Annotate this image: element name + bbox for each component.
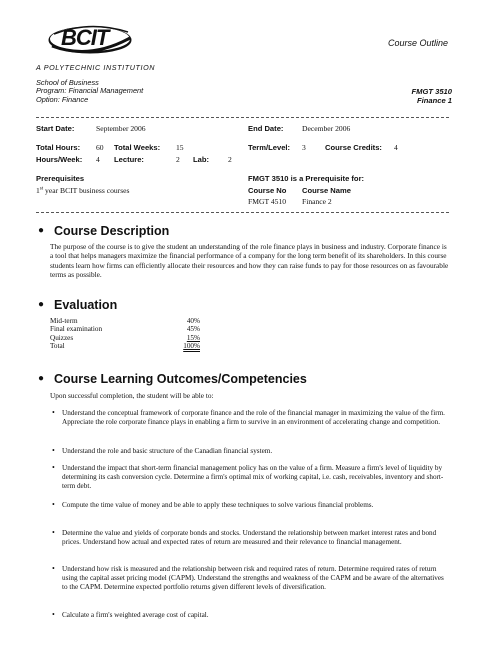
prereq-text: year BCIT business courses	[43, 186, 130, 195]
prerequisites-label: Prerequisites	[36, 174, 85, 183]
logo-text: BCIT	[61, 25, 109, 50]
course-credits-label: Course Credits:	[325, 143, 382, 152]
term-level-label: Term/Level:	[248, 143, 291, 152]
bullet-icon: •	[52, 463, 55, 472]
divider	[36, 212, 449, 213]
outcome-item: Understand the conceptual framework of corporate finance and the role of the financial manager in maximizing the value of the firm. Appreciate the role corporate finance plays in enabling a firm to survive in an environment of accelerating change and competition.	[62, 409, 445, 426]
eval-item: Total	[50, 342, 65, 351]
bullet-icon: ●	[38, 373, 45, 384]
bullet-icon: ●	[38, 299, 45, 310]
tagline: A POLYTECHNIC INSTITUTION	[36, 63, 156, 72]
evaluation-row	[50, 325, 200, 333]
outcome-item: Understand the impact that short-term financial management policy has on the value of a firm. Measure a firm's level of liquidity by determining its cash conversion cycle. Determine a firm's optimal mix of working capital, i.e. cash, receivables, inventory and short-term debt.	[62, 464, 444, 490]
term-level-value: 3	[302, 143, 306, 152]
prereq-year-suffix: st	[39, 186, 44, 192]
option-name: Option: Finance	[36, 94, 89, 104]
prerequisites-value	[36, 186, 129, 195]
outcome-item: Calculate a firm's weighted average cost of capital.	[62, 611, 209, 619]
school-name: School of Business	[36, 78, 99, 87]
course-title: Finance 1	[416, 96, 452, 105]
start-date-label: Start Date:	[36, 124, 75, 133]
total-hours-label: Total Hours:	[36, 143, 81, 152]
total-weeks-label: Total Weeks:	[114, 143, 161, 152]
bullet-icon: •	[52, 610, 55, 619]
evaluation-row	[50, 334, 200, 342]
doc-type: Course Outline	[388, 38, 449, 48]
total-hours-value: 60	[96, 143, 104, 152]
prereq-for-label: FMGT 3510 is a Prerequisite for:	[248, 174, 365, 183]
evaluation-table	[50, 317, 200, 351]
divider	[36, 117, 449, 118]
lab-value: 2	[228, 155, 232, 164]
evaluation-row	[50, 342, 200, 350]
hours-week-value: 4	[96, 155, 100, 164]
course-name-header: Course Name	[302, 186, 351, 195]
bullet-icon: •	[52, 500, 55, 509]
eval-item: Final examination	[50, 325, 103, 334]
end-date-label: End Date:	[248, 124, 284, 133]
lecture-value: 2	[176, 155, 180, 164]
end-date-value: December 2006	[302, 124, 351, 133]
bullet-icon: •	[52, 564, 55, 573]
course-id-block	[411, 87, 452, 105]
start-date-value: September 2006	[96, 124, 146, 133]
outcome-item: Understand how risk is measured and the relationship between risk and required rates of return. Determine required rates of return using the capital asset pricing model (CAPM). Understand the strengths and weakness of the CAPM and be aware of the alternatives to the CAPM. Determine expected portfolio returns given different levels of diversification.	[62, 565, 444, 591]
course-no-header: Course No	[248, 186, 287, 195]
outcome-item: Understand the role and basic structure of the Canadian financial system.	[62, 447, 273, 455]
eval-pct: 45%	[186, 325, 200, 334]
eval-pct: 100%	[183, 342, 200, 351]
outcomes-intro: Upon successful completion, the student will be able to:	[50, 391, 214, 400]
total-weeks-value: 15	[176, 143, 184, 152]
school-block	[36, 79, 143, 104]
next-course-no: FMGT 4510	[248, 197, 287, 206]
outcome-item: Determine the value and yields of corporate bonds and stocks. Understand the relationship between market interest rates and bond prices. Understand how actual and expected rates of return are measured and their relevance to financial management.	[62, 529, 437, 546]
bullet-icon: •	[52, 528, 55, 537]
eval-pct: 15%	[186, 333, 200, 342]
description-heading: Course Description	[54, 224, 170, 238]
evaluation-heading: Evaluation	[54, 298, 118, 312]
outcome-item: Compute the time value of money and be able to apply these techniques to solve various financial problems.	[62, 501, 374, 509]
lecture-label: Lecture:	[114, 155, 144, 164]
outcomes-heading: Course Learning Outcomes/Competencies	[54, 372, 307, 386]
eval-item: Mid-term	[50, 317, 78, 325]
program-name: Program: Financial Management	[36, 86, 144, 96]
description-text: The purpose of the course is to give the student an understanding of the role finance plays in business and industry. Corporate finance is a tool that helps managers maximize the financial performance of a company for the long term benefit of its shareholders. In this course students learn how firms can efficiently allocate their resources and how they can raise funds to pay for those resources on as favourable terms as possible.	[50, 242, 449, 279]
bullet-icon: •	[52, 408, 55, 417]
eval-item: Quizzes	[50, 333, 74, 342]
course-credits-value: 4	[394, 143, 398, 152]
hours-week-label: Hours/Week:	[36, 155, 83, 164]
next-course-name: Finance 2	[302, 197, 332, 206]
lab-label: Lab:	[193, 155, 210, 164]
eval-pct: 40%	[186, 317, 200, 325]
bullet-icon: •	[52, 446, 55, 455]
evaluation-row	[50, 317, 200, 325]
bullet-icon: ●	[38, 225, 45, 236]
course-code: FMGT 3510	[411, 87, 452, 96]
prereq-year: 1	[36, 186, 40, 195]
